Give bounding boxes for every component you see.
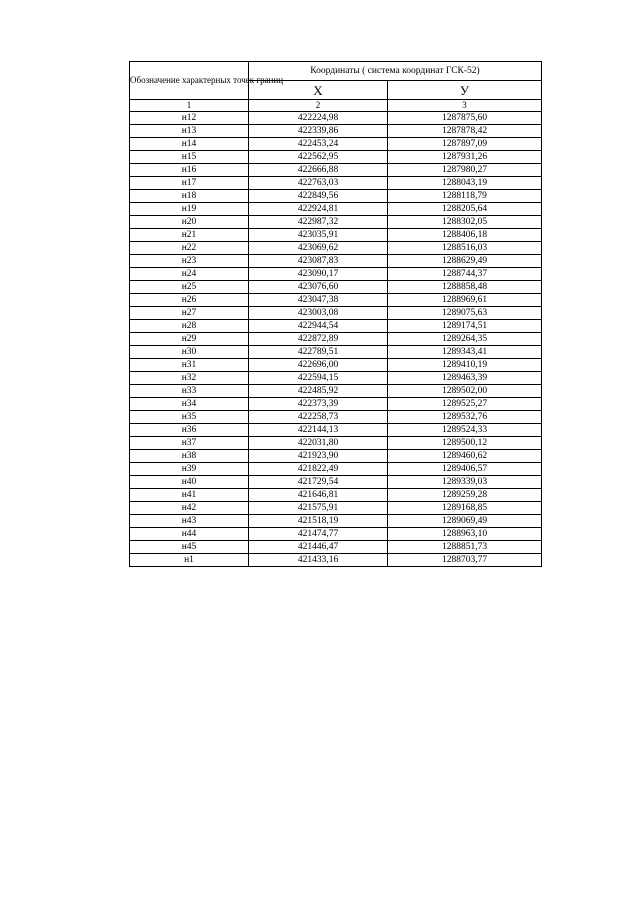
point-cell: н37 [130, 437, 249, 450]
y-cell: 1289174,51 [388, 320, 542, 333]
table-row [130, 294, 542, 307]
point-cell: н36 [130, 424, 249, 437]
table-row [130, 229, 542, 242]
point-cell: н29 [130, 333, 249, 346]
point-cell: н32 [130, 372, 249, 385]
x-cell: 421822,49 [249, 463, 388, 476]
x-cell: 423069,62 [249, 242, 388, 255]
y-cell: 1289075,63 [388, 307, 542, 320]
y-cell: 1288118,79 [388, 190, 542, 203]
point-cell: н13 [130, 125, 249, 138]
point-cell: н24 [130, 268, 249, 281]
x-cell: 422224,98 [249, 112, 388, 125]
x-cell: 423090,17 [249, 268, 388, 281]
y-cell: 1288205,64 [388, 203, 542, 216]
point-cell: н41 [130, 489, 249, 502]
point-cell: н15 [130, 151, 249, 164]
point-cell: н35 [130, 411, 249, 424]
x-cell: 423035,91 [249, 229, 388, 242]
x-cell: 422987,32 [249, 216, 388, 229]
table-row [130, 463, 542, 476]
x-cell: 422339,86 [249, 125, 388, 138]
coordinates-table [129, 61, 542, 567]
y-cell: 1288858,48 [388, 281, 542, 294]
table-body [130, 112, 542, 567]
y-header: У [388, 81, 542, 100]
table-row [130, 385, 542, 398]
x-cell: 421433,16 [249, 554, 388, 567]
y-cell: 1288851,73 [388, 541, 542, 554]
table-row [130, 164, 542, 177]
x-cell: 421474,77 [249, 528, 388, 541]
point-cell: н12 [130, 112, 249, 125]
y-cell: 1288406,18 [388, 229, 542, 242]
y-cell: 1289410,19 [388, 359, 542, 372]
column-number-1: 1 [130, 100, 249, 112]
table-row [130, 346, 542, 359]
point-cell: н39 [130, 463, 249, 476]
point-cell: н25 [130, 281, 249, 294]
y-cell: 1289524,33 [388, 424, 542, 437]
x-cell: 421446,47 [249, 541, 388, 554]
y-cell: 1288744,37 [388, 268, 542, 281]
table-row [130, 476, 542, 489]
x-cell: 422485,92 [249, 385, 388, 398]
point-cell: н18 [130, 190, 249, 203]
point-cell: н23 [130, 255, 249, 268]
table-row [130, 398, 542, 411]
x-cell: 422849,56 [249, 190, 388, 203]
x-cell: 422258,73 [249, 411, 388, 424]
table-row [130, 281, 542, 294]
column-number-2: 2 [249, 100, 388, 112]
coordinates-header: Координаты ( система координат ГСК-52) [249, 62, 542, 81]
x-cell: 422789,51 [249, 346, 388, 359]
y-cell: 1288043,19 [388, 177, 542, 190]
y-cell: 1287980,27 [388, 164, 542, 177]
y-cell: 1289264,35 [388, 333, 542, 346]
y-cell: 1288629,49 [388, 255, 542, 268]
x-cell: 422924,81 [249, 203, 388, 216]
table-row [130, 489, 542, 502]
y-cell: 1288969,61 [388, 294, 542, 307]
y-cell: 1289168,85 [388, 502, 542, 515]
y-cell: 1288703,77 [388, 554, 542, 567]
table-row [130, 528, 542, 541]
y-cell: 1288302,05 [388, 216, 542, 229]
table-row [130, 268, 542, 281]
point-cell: н1 [130, 554, 249, 567]
y-cell: 1289532,76 [388, 411, 542, 424]
y-cell: 1289339,03 [388, 476, 542, 489]
x-cell: 423076,60 [249, 281, 388, 294]
point-cell: н44 [130, 528, 249, 541]
point-cell: н26 [130, 294, 249, 307]
table-row [130, 502, 542, 515]
table-row [130, 437, 542, 450]
table-row [130, 177, 542, 190]
x-cell: 422453,24 [249, 138, 388, 151]
x-cell: 421729,54 [249, 476, 388, 489]
table-row [130, 411, 542, 424]
y-cell: 1289259,28 [388, 489, 542, 502]
table-row [130, 372, 542, 385]
x-cell: 422763,03 [249, 177, 388, 190]
table-row [130, 216, 542, 229]
point-cell: н30 [130, 346, 249, 359]
x-cell: 422872,89 [249, 333, 388, 346]
table-row [130, 320, 542, 333]
table-row [130, 151, 542, 164]
y-cell: 1289502,00 [388, 385, 542, 398]
point-cell: н22 [130, 242, 249, 255]
table-row [130, 138, 542, 151]
table-row [130, 554, 542, 567]
y-cell: 1288516,03 [388, 242, 542, 255]
point-cell: н33 [130, 385, 249, 398]
x-header: X [249, 81, 388, 100]
point-cell: н42 [130, 502, 249, 515]
designation-header: Обозначение характерных точек границ [130, 62, 249, 100]
point-cell: н20 [130, 216, 249, 229]
x-cell: 421518,19 [249, 515, 388, 528]
y-cell: 1287931,26 [388, 151, 542, 164]
y-cell: 1289460,62 [388, 450, 542, 463]
y-cell: 1289525,27 [388, 398, 542, 411]
table-row [130, 112, 542, 125]
table-row [130, 359, 542, 372]
table-header [130, 62, 542, 112]
x-cell: 422031,80 [249, 437, 388, 450]
column-number-row [130, 100, 542, 112]
table-row [130, 190, 542, 203]
point-cell: н40 [130, 476, 249, 489]
x-cell: 423047,38 [249, 294, 388, 307]
y-cell: 1289343,41 [388, 346, 542, 359]
y-cell: 1289069,49 [388, 515, 542, 528]
x-cell: 422696,00 [249, 359, 388, 372]
y-cell: 1289406,57 [388, 463, 542, 476]
table-row [130, 255, 542, 268]
point-cell: н31 [130, 359, 249, 372]
y-cell: 1289500,12 [388, 437, 542, 450]
x-cell: 422666,88 [249, 164, 388, 177]
point-cell: н28 [130, 320, 249, 333]
x-cell: 422373,39 [249, 398, 388, 411]
table-row [130, 203, 542, 216]
x-cell: 422594,15 [249, 372, 388, 385]
table-row [130, 307, 542, 320]
y-cell: 1289463,39 [388, 372, 542, 385]
y-cell: 1288963,10 [388, 528, 542, 541]
point-cell: н45 [130, 541, 249, 554]
column-number-3: 3 [388, 100, 542, 112]
x-cell: 422944,54 [249, 320, 388, 333]
x-cell: 421646,81 [249, 489, 388, 502]
table-row [130, 242, 542, 255]
x-cell: 423003,08 [249, 307, 388, 320]
point-cell: н14 [130, 138, 249, 151]
table-row [130, 541, 542, 554]
y-cell: 1287878,42 [388, 125, 542, 138]
point-cell: н16 [130, 164, 249, 177]
point-cell: н17 [130, 177, 249, 190]
point-cell: н34 [130, 398, 249, 411]
point-cell: н19 [130, 203, 249, 216]
point-cell: н21 [130, 229, 249, 242]
point-cell: н43 [130, 515, 249, 528]
x-cell: 422144,13 [249, 424, 388, 437]
table-row [130, 450, 542, 463]
x-cell: 422562,95 [249, 151, 388, 164]
x-cell: 421923,90 [249, 450, 388, 463]
table-row [130, 125, 542, 138]
x-cell: 423087,83 [249, 255, 388, 268]
y-cell: 1287897,09 [388, 138, 542, 151]
x-cell: 421575,91 [249, 502, 388, 515]
y-cell: 1287875,60 [388, 112, 542, 125]
table-row [130, 424, 542, 437]
table-row [130, 333, 542, 346]
point-cell: н27 [130, 307, 249, 320]
table-row [130, 515, 542, 528]
point-cell: н38 [130, 450, 249, 463]
